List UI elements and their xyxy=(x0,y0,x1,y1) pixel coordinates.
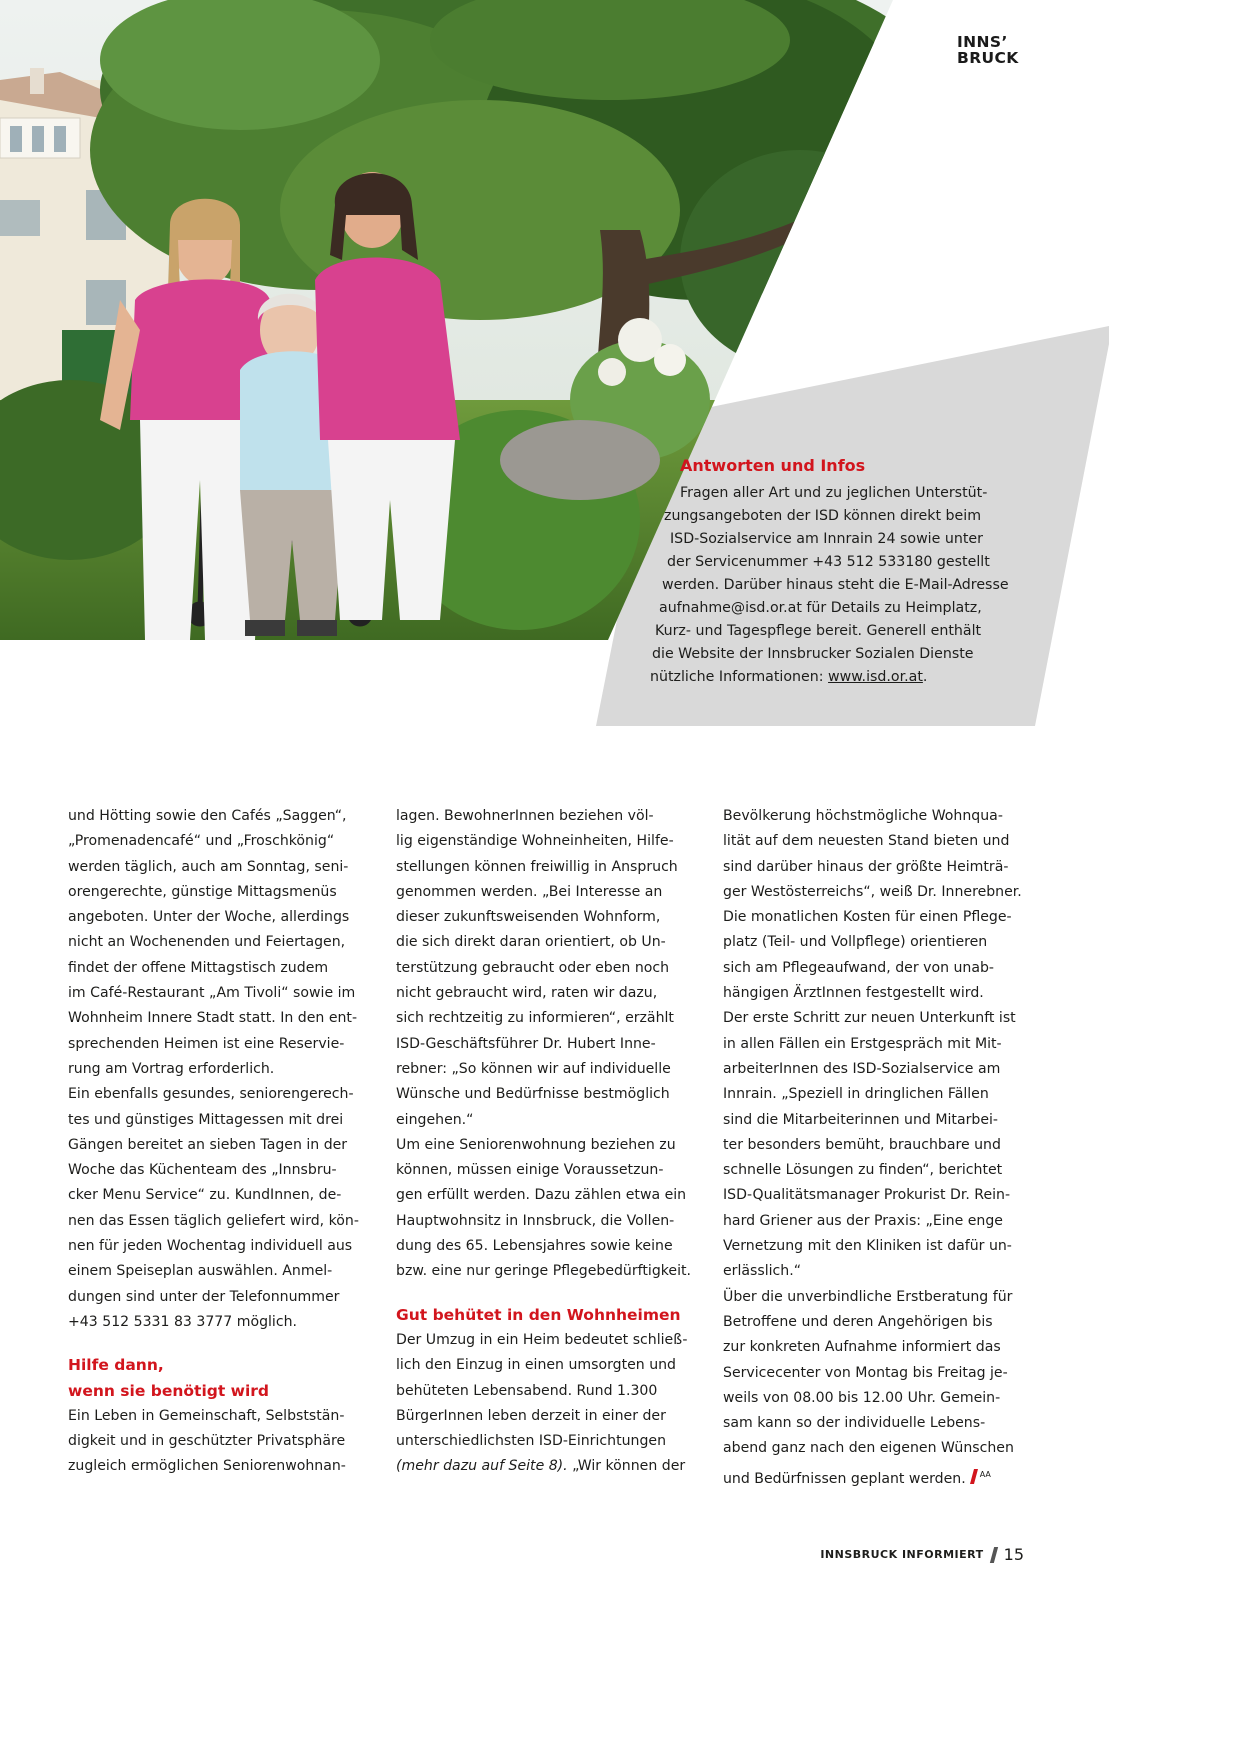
text-line: lich den Einzug in einen umsorgten und xyxy=(396,1357,677,1374)
text-line: nen für jeden Wochentag individuell aus xyxy=(68,1238,353,1255)
info-box-title: Antworten und Infos xyxy=(680,456,866,475)
text-line: BürgerInnen leben derzeit in einer der xyxy=(396,1407,666,1424)
info-box-line: aufnahme@isd.or.at für Details zu Heimplatz, xyxy=(659,600,982,616)
text-line: sind die Mitarbeiterinnen und Mitarbei- xyxy=(723,1111,998,1128)
text-line: nicht an Wochenenden und Feiertagen, xyxy=(68,934,346,951)
article-column-2 xyxy=(396,804,696,1480)
text-line: Wünsche und Bedürfnisse bestmöglich xyxy=(396,1086,670,1103)
text-line: terstützung gebraucht oder eben noch xyxy=(396,959,670,976)
info-box-line: die Website der Innsbrucker Sozialen Dienste xyxy=(652,646,974,662)
text-line: die sich direkt daran orientiert, ob Un- xyxy=(396,934,666,951)
brand-logo-line1: INNS’ xyxy=(957,33,1008,51)
text-line: digkeit und in geschützter Privatsphäre xyxy=(68,1433,346,1450)
text-line: und Hötting sowie den Cafés „Saggen“, xyxy=(68,808,347,824)
text-line: Servicecenter von Montag bis Freitag je- xyxy=(723,1364,1008,1381)
text-line: sich am Pflegeaufwand, der von unab- xyxy=(723,959,995,976)
text-line: dung des 65. Lebensjahres sowie keine xyxy=(396,1238,673,1255)
paragraph xyxy=(723,1006,1023,1284)
text-line: hard Griener aus der Praxis: „Eine enge xyxy=(723,1212,1003,1229)
text-line: ISD-Geschäftsführer Dr. Hubert Inne- xyxy=(396,1035,656,1052)
text-line: Die monatlichen Kosten für einen Pflege- xyxy=(723,909,1012,926)
text-line: werden täglich, auch am Sonntag, seni- xyxy=(68,858,349,875)
text-line: Woche das Küchenteam des „Innsbru- xyxy=(68,1162,337,1179)
paragraph xyxy=(396,1328,696,1480)
text-line: sich rechtzeitig zu informieren“, erzählt xyxy=(396,1010,674,1027)
text-line: lität auf dem neuesten Stand bieten und xyxy=(723,833,1010,850)
text-line: arbeiterInnen des ISD-Sozialservice am xyxy=(723,1060,1001,1077)
text-line: Ein ebenfalls gesundes, seniorengerech- xyxy=(68,1086,354,1103)
text-line: weils von 08.00 bis 12.00 Uhr. Gemein- xyxy=(723,1389,1001,1406)
text-line: dieser zukunftsweisenden Wohnform, xyxy=(396,909,661,926)
text-line-final xyxy=(723,1462,1023,1487)
text-line: orengerechte, günstige Mittagsmenüs xyxy=(68,883,337,900)
text-line: abend ganz nach den eigenen Wünschen xyxy=(723,1440,1014,1457)
text-line: Um eine Seniorenwohnung beziehen zu xyxy=(396,1136,676,1153)
text-line: dungen sind unter der Telefonnummer xyxy=(68,1288,340,1305)
text-line: Innrain. „Speziell in dringlichen Fällen xyxy=(723,1086,989,1103)
page-reference: (mehr dazu auf Seite 8). xyxy=(396,1458,568,1475)
brand-logo xyxy=(957,34,1019,66)
text-line: im Café-Restaurant „Am Tivoli“ sowie im xyxy=(68,985,356,1002)
text-line: schnelle Lösungen zu finden“, berichtet xyxy=(723,1162,1003,1179)
text-line: cker Menu Service“ zu. KundInnen, de- xyxy=(68,1187,342,1204)
text-fragment: und Bedürfnissen geplant werden. xyxy=(723,1470,966,1487)
text-line: lagen. BewohnerInnen beziehen völ- xyxy=(396,808,654,824)
text-line: Bevölkerung höchstmögliche Wohnqua- xyxy=(723,808,1003,824)
text-line: +43 512 5331 83 3777 möglich. xyxy=(68,1313,298,1330)
text-line: einem Speiseplan auswählen. Anmel- xyxy=(68,1263,333,1280)
text-line: Der erste Schritt zur neuen Unterkunft ist xyxy=(723,1010,1016,1027)
paragraph xyxy=(68,1404,368,1480)
text-line: „Promenadencafé“ und „Froschkönig“ xyxy=(68,833,335,850)
section-heading: Gut behütet in den Wohnheimen xyxy=(396,1305,681,1324)
info-box-line: Fragen aller Art und zu jeglichen Unterstüt- xyxy=(680,485,988,501)
paragraph xyxy=(396,1133,696,1285)
text-line: können, müssen einige Voraussetzun- xyxy=(396,1162,664,1179)
text-line: Wohnheim Innere Stadt statt. In den ent- xyxy=(68,1010,358,1027)
page-footer xyxy=(820,1545,1024,1564)
brand-logo-line2: BRUCK xyxy=(957,49,1019,67)
text-line: Vernetzung mit den Kliniken ist dafür un- xyxy=(723,1238,1012,1255)
text-line: gen erfüllt werden. Dazu zählen etwa ein xyxy=(396,1187,687,1204)
text-line: nicht gebraucht wird, raten wir dazu, xyxy=(396,985,658,1002)
info-box-last-prefix: nützliche Informationen: xyxy=(650,669,829,685)
footer-separator-icon xyxy=(989,1547,997,1563)
publication-name: INNSBRUCK INFORMIERT xyxy=(820,1548,984,1561)
end-mark-icon xyxy=(970,1469,978,1484)
info-box-last-suffix: . xyxy=(922,669,928,685)
text-line: in allen Fällen ein Erstgespräch mit Mit- xyxy=(723,1035,1002,1052)
text-line: angeboten. Unter der Woche, allerdings xyxy=(68,909,350,926)
text-line: zur konkreten Aufnahme informiert das xyxy=(723,1339,1001,1356)
text-fragment: „Wir können der xyxy=(567,1458,686,1475)
paragraph xyxy=(68,804,368,1082)
text-line: Hauptwohnsitz in Innsbruck, die Vollen- xyxy=(396,1212,675,1229)
text-line: ISD-Qualitätsmanager Prokurist Dr. Rein- xyxy=(723,1187,1011,1204)
text-line: lig eigenständige Wohneinheiten, Hilfe- xyxy=(396,833,674,850)
text-line: sprechenden Heimen ist eine Reservie- xyxy=(68,1035,345,1052)
paragraph xyxy=(723,804,1023,1006)
text-line: platz (Teil- und Vollpflege) orientieren xyxy=(723,934,988,951)
hero-photo xyxy=(0,0,1109,780)
section-heading: wenn sie benötigt wird xyxy=(68,1381,270,1400)
text-line: Betroffene und deren Angehörigen bis xyxy=(723,1313,993,1330)
text-line: nen das Essen täglich geliefert wird, kön- xyxy=(68,1212,359,1229)
author-initials: AA xyxy=(979,1469,991,1479)
info-box-line: zungsangeboten der ISD können direkt beim xyxy=(664,508,982,524)
text-line: erlässlich.“ xyxy=(723,1263,801,1280)
text-line xyxy=(396,1454,696,1479)
website-link[interactable]: www.isd.or.at xyxy=(828,669,923,685)
text-line: stellungen können freiwillig in Anspruch xyxy=(396,858,678,875)
text-line: tes und günstiges Mittagessen mit drei xyxy=(68,1111,344,1128)
text-line: sind darüber hinaus der größte Heimträ- xyxy=(723,858,1009,875)
info-box-line: der Servicenummer +43 512 533180 gestellt xyxy=(667,554,990,570)
text-line: rebner: „So können wir auf individuelle xyxy=(396,1060,671,1077)
text-line: hängigen ÄrztInnen festgestellt wird. xyxy=(723,985,984,1002)
section-heading: Hilfe dann, xyxy=(68,1356,164,1375)
text-line: findet der offene Mittagstisch zudem xyxy=(68,959,329,976)
article-column-1 xyxy=(68,804,368,1480)
text-line: Gängen bereitet an sieben Tagen in der xyxy=(68,1136,348,1153)
text-line: genommen werden. „Bei Interesse an xyxy=(396,883,663,900)
text-line: rung am Vortrag erforderlich. xyxy=(68,1060,275,1077)
info-box-line: ISD-Sozialservice am Innrain 24 sowie unter xyxy=(670,531,983,547)
page-number: 15 xyxy=(1003,1545,1024,1564)
text-line: Über die unverbindliche Erstberatung für xyxy=(723,1288,1013,1305)
text-line: ter besonders bemüht, brauchbare und xyxy=(723,1136,1001,1153)
text-line: zugleich ermöglichen Seniorenwohnan- xyxy=(68,1458,346,1475)
text-line: Der Umzug in ein Heim bedeutet schließ- xyxy=(396,1331,688,1348)
info-box-line: werden. Darüber hinaus steht die E-Mail-Adresse xyxy=(662,577,1009,593)
paragraph xyxy=(723,1285,1023,1487)
text-line: Ein Leben in Gemeinschaft, Selbststän- xyxy=(68,1407,345,1424)
text-line: ger Westösterreichs“, weiß Dr. Innerebner. xyxy=(723,883,1022,900)
text-line: bzw. eine nur geringe Pflegebedürftigkeit. xyxy=(396,1263,692,1280)
article-column-3 xyxy=(723,804,1023,1487)
text-line: behüteten Lebensabend. Rund 1.300 xyxy=(396,1382,658,1399)
text-line: eingehen.“ xyxy=(396,1111,474,1128)
paragraph xyxy=(68,1082,368,1335)
text-line: sam kann so der individuelle Lebens- xyxy=(723,1415,986,1432)
text-line: unterschiedlichsten ISD-Einrichtungen xyxy=(396,1433,667,1450)
info-box-line: Kurz- und Tagespflege bereit. Generell enthält xyxy=(655,623,982,639)
paragraph xyxy=(396,804,696,1133)
